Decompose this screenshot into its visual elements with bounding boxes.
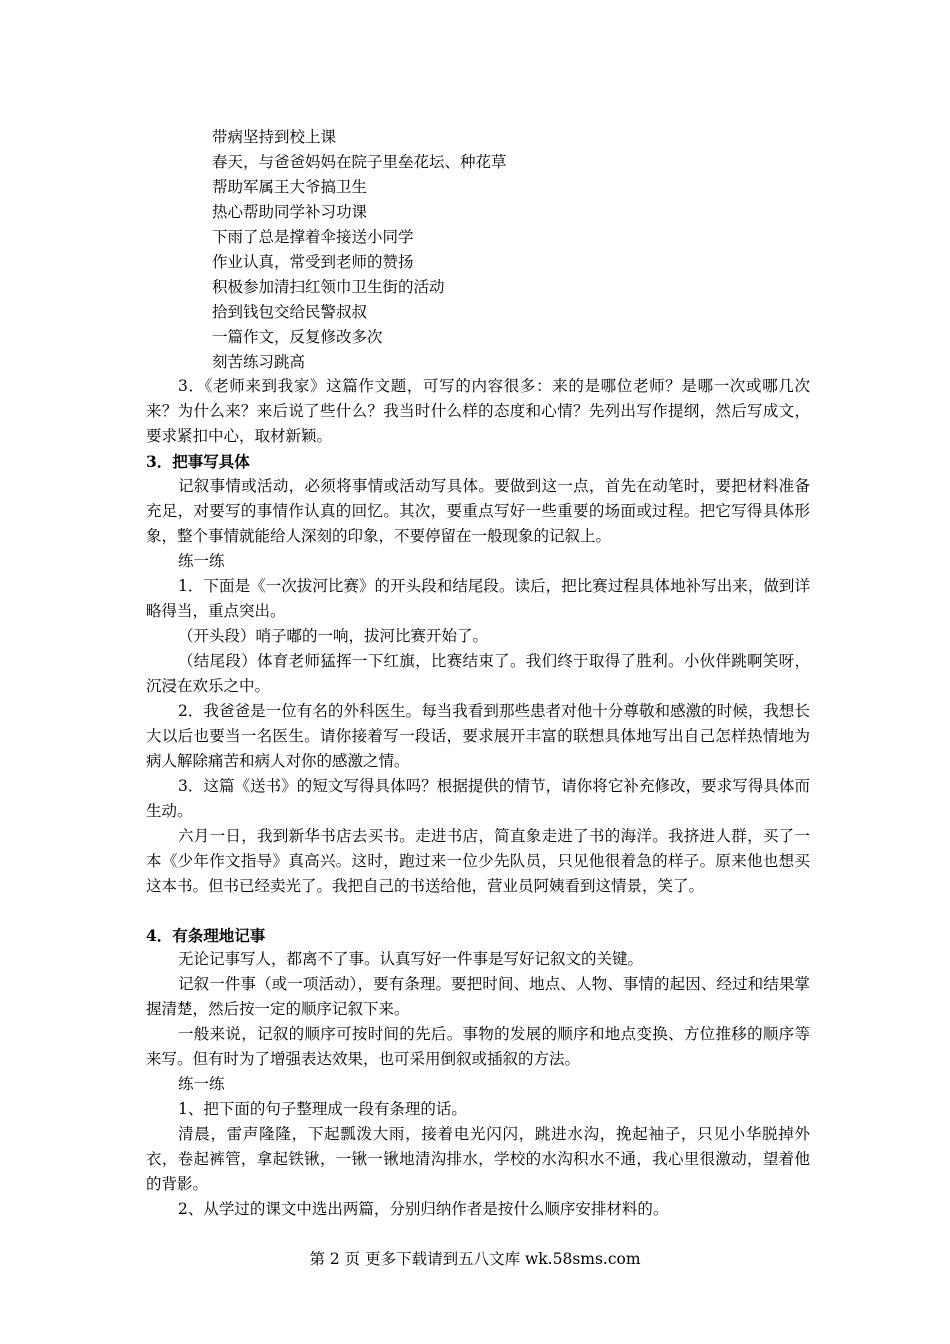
section-3-number: 3．: [146, 452, 173, 471]
section-4-practice-label: 练一练: [178, 1075, 225, 1093]
section-4-title: 有条理地记事: [172, 926, 266, 945]
section-3-exercise-1-closing: （结尾段）体育老师猛挥一下红旗，比赛结束了。我们终于取得了胜利。小伙伴跳啊笑呀，沉浸在欢乐之中。: [146, 652, 810, 695]
section-4-paragraph-3: 一般来说，记叙的顺序可按时间的先后。事物的发展的顺序和地点变换、方位推移的顺序等来写。但有时为了增强表达效果，也可采用倒叙或插叙的方法。: [146, 1025, 810, 1068]
page-footer: 第 2 页 更多下载请到五八文库 wk.58sms.com: [309, 1250, 641, 1268]
section-3-title: 把事写具体: [172, 452, 250, 471]
section-4-number: 4．: [146, 926, 173, 945]
section-4-exercise-1-text: 清晨，雷声隆隆，下起瓢泼大雨，接着电光闪闪，跳进水沟，挽起袖子，只见小华脱掉外衣，卷起裤管，拿起铁锹，一锹一锹地清沟排水，学校的水沟积水不通，我心里很激动，望着他的背影。: [146, 1125, 810, 1193]
list-item: 积极参加清扫红领巾卫生街的活动: [212, 278, 445, 296]
section-4-exercise-1: 1、把下面的句子整理成一段有条理的话。: [178, 1100, 467, 1118]
list-item: 帮助军属王大爷搞卫生: [212, 178, 368, 196]
list-item: 热心帮助同学补习功课: [212, 203, 368, 221]
section-3-heading: [146, 450, 250, 474]
teacher-visit-paragraph: 3．《老师来到我家》这篇作文题，可写的内容很多：来的是哪位老师？是哪一次或哪几次来？为什么来？来后说了些什么？我当时什么样的态度和心情？先列出写作提纲，然后写成文，要求紧扣中心，取材新颖。: [146, 377, 810, 445]
list-item: 春天，与爸爸妈妈在院子里垒花坛、种花草: [212, 153, 507, 171]
section-3-exercise-1-opening: （开头段）哨子嘟的一响，拔河比赛开始了。: [178, 627, 489, 645]
section-3-story: 六月一日，我到新华书店去买书。走进书店，简直象走进了书的海洋。我挤进人群，买了一本《少年作文指导》真高兴。这时，跑过来一位少先队员，只见他很着急的样子。原来他也想买这本书。但书已经卖光了。我把自己的书送给他，营业员阿姨看到这情景，笑了。: [146, 827, 810, 895]
section-3-exercise-1: 1．下面是《一次拔河比赛》的开头段和结尾段。读后，把比赛过程具体地补写出来，做到详略得当，重点突出。: [146, 577, 810, 620]
section-4-paragraph-2: 记叙一件事（或一项活动），要有条理。要把时间、地点、人物、事情的起因、经过和结果掌握清楚，然后按一定的顺序记叙下来。: [146, 975, 810, 1018]
section-3-exercise-3: 3．这篇《送书》的短文写得具体吗？根据提供的情节，请你将它补充修改，要求写得具体而生动。: [146, 777, 810, 820]
list-item: 一篇作文，反复修改多次: [212, 328, 383, 346]
section-4-heading: [146, 924, 265, 948]
list-item: 作业认真，常受到老师的赞扬: [212, 253, 414, 271]
list-item: 带病坚持到校上课: [212, 128, 337, 146]
list-item: 刻苦练习跳高: [212, 353, 306, 371]
section-3-practice-label: 练一练: [178, 552, 225, 570]
section-3-intro: 记叙事情或活动，必须将事情或活动写具体。要做到这一点，首先在动笔时，要把材料准备充足，对要写的事情作认真的回忆。其次，要重点写好一些重要的场面或过程。把它写得具体形象，整个事情就能给人深刻的印象，不要停留在一般现象的记叙上。: [146, 477, 810, 545]
list-item: 下雨了总是撑着伞接送小同学: [212, 228, 414, 246]
list-item: 拾到钱包交给民警叔叔: [212, 303, 368, 321]
section-4-exercise-2: 2、从学过的课文中选出两篇，分别归纳作者是按什么顺序安排材料的。: [178, 1200, 669, 1218]
section-4-paragraph-1: 无论记事写人，都离不了事。认真写好一件事是写好记叙文的关键。: [178, 950, 644, 968]
section-3-exercise-2: 2．我爸爸是一位有名的外科医生。每当我看到那些患者对他十分尊敬和感激的时候，我想长大以后也要当一名医生。请你接着写一段话，要求展开丰富的联想具体地写出自己怎样热情地为病人解除痛苦和病人对你的感激之情。: [146, 702, 810, 770]
